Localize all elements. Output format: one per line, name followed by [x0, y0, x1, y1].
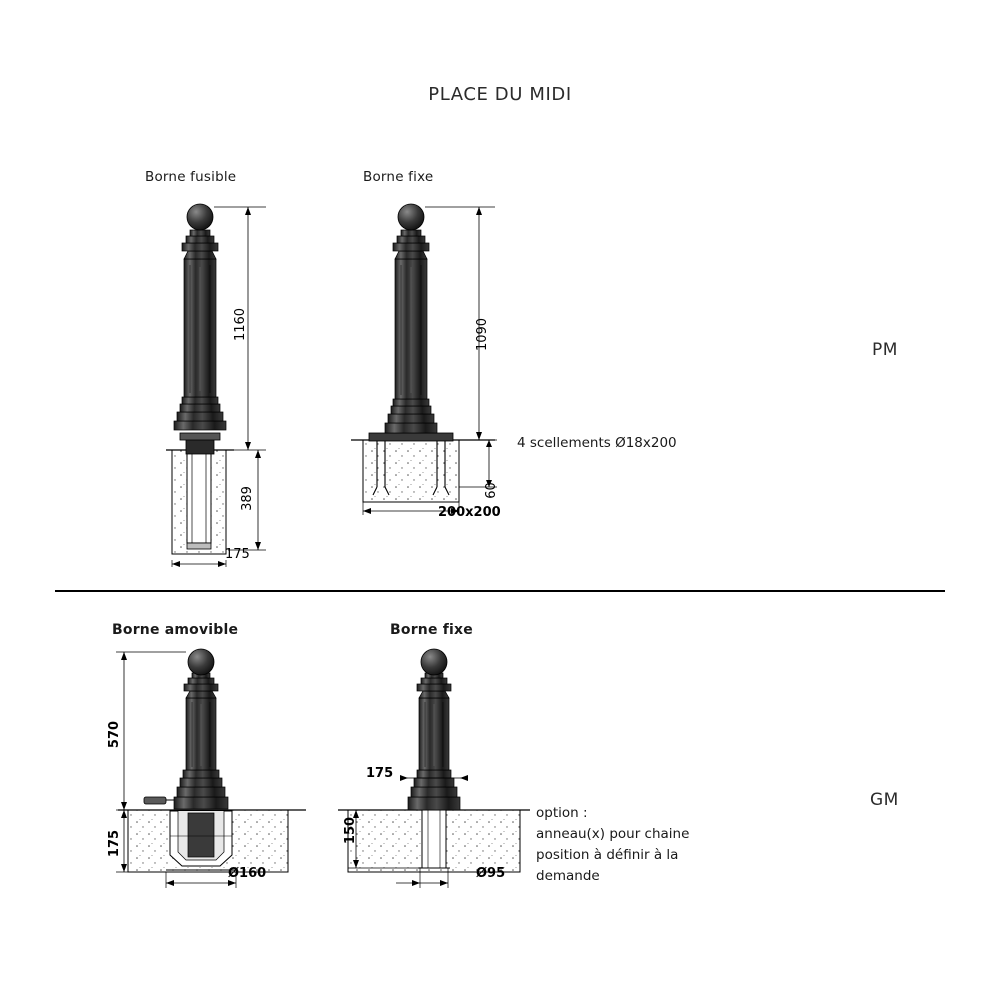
dimension-60: 60	[483, 482, 499, 499]
dimension-570: 570	[107, 720, 123, 749]
annotation-option-line-2: anneau(x) pour chaine	[536, 826, 690, 842]
dimension-175-amovible: 175	[107, 829, 123, 858]
annotation-option-line-1: option :	[536, 805, 588, 821]
figure-caption-borne-fixe-pm: Borne fixe	[363, 169, 434, 185]
figure-caption-borne-amovible: Borne amovible	[112, 622, 239, 638]
annotation-option-line-3: position à définir à la	[536, 847, 679, 863]
dimension-1160: 1160	[233, 307, 249, 342]
dimension-1090: 1090	[475, 317, 491, 352]
drawing-borne-fixe-gm	[330, 650, 540, 900]
annotation-option	[536, 803, 836, 887]
dimension-d160: Ø160	[228, 866, 267, 881]
section-divider	[55, 590, 945, 592]
annotation-scellements: 4 scellements Ø18x200	[517, 435, 677, 451]
dimension-175-fusible: 175	[225, 547, 250, 562]
dimension-d95: Ø95	[476, 866, 506, 881]
dimension-200x200: 200x200	[438, 505, 501, 520]
dimension-175-fixe-gm: 175	[366, 766, 394, 781]
page-title: PLACE DU MIDI	[428, 84, 572, 105]
section-label-pm: PM	[872, 340, 898, 360]
section-label-gm: GM	[870, 790, 899, 810]
dimension-150: 150	[343, 816, 359, 845]
figure-caption-borne-fusible: Borne fusible	[145, 169, 237, 185]
annotation-option-line-4: demande	[536, 868, 600, 884]
drawing-borne-fusible	[130, 195, 290, 575]
drawing-borne-amovible	[110, 650, 310, 900]
dimension-389: 389	[239, 486, 255, 511]
figure-caption-borne-fixe-gm: Borne fixe	[390, 622, 473, 638]
